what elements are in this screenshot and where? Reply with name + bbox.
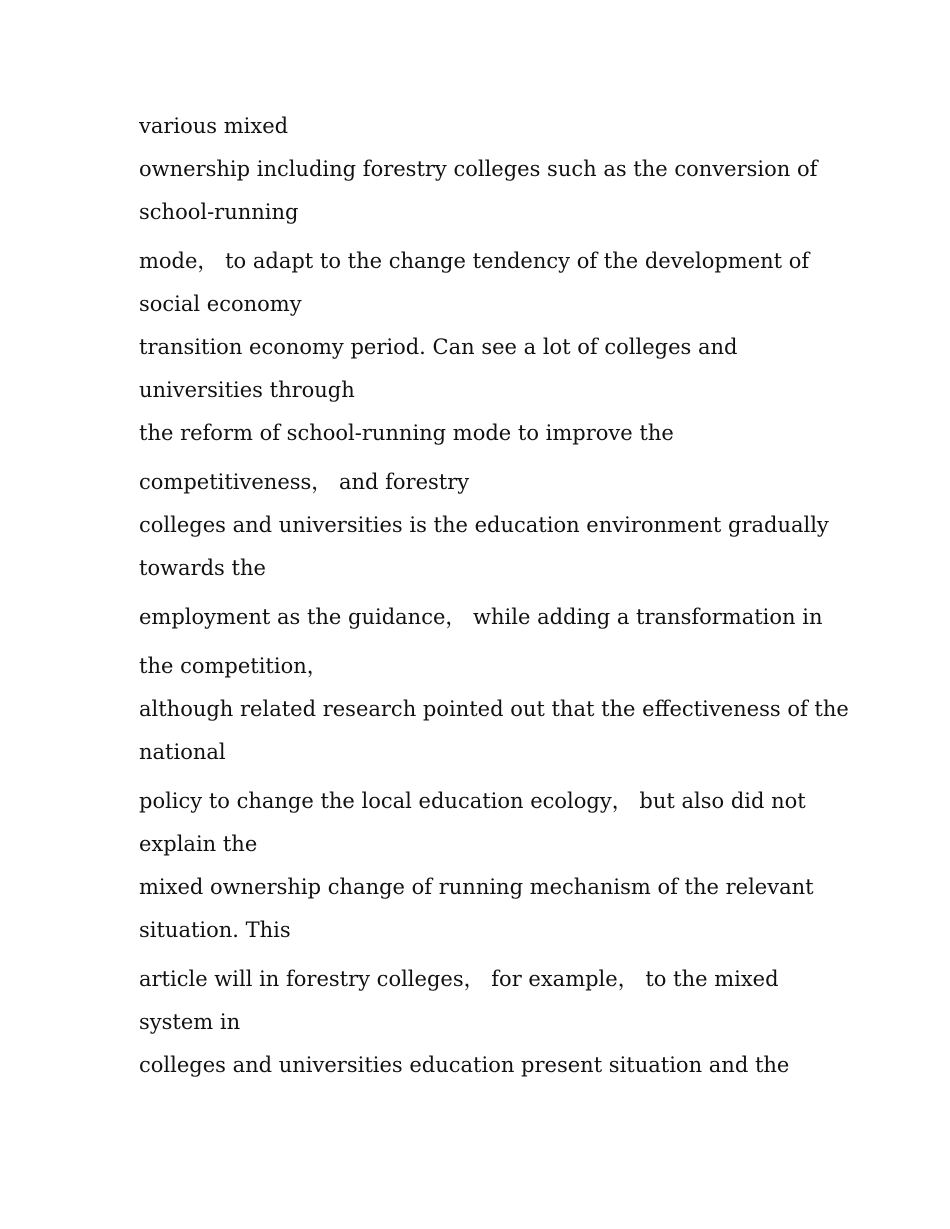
text-line: colleges and universities education present situation and the [139, 1053, 790, 1077]
text-line: social economy [139, 292, 302, 316]
text-line: towards the [139, 556, 266, 580]
text-line: policy to change the local education ecology， but also did not [139, 789, 806, 813]
text-line: the competition， [139, 654, 328, 678]
text-line: ownership including forestry colleges such as the conversion of [139, 157, 818, 181]
text-line: article will in forestry colleges， for example， to the mixed [139, 967, 779, 991]
text-line: school-running [139, 200, 299, 224]
text-line: mixed ownership change of running mechanism of the relevant [139, 875, 814, 899]
text-line: mode， to adapt to the change tendency of the development of [139, 249, 810, 273]
text-line: transition economy period. Can see a lot of colleges and [139, 335, 738, 359]
text-line: employment as the guidance， while adding a transformation in [139, 605, 823, 629]
text-line: the reform of school-running mode to improve the [139, 421, 674, 445]
body-text [139, 108, 849, 1090]
text-line: various mixed [139, 114, 289, 138]
text-line: although related research pointed out that the effectiveness of the [139, 697, 849, 721]
text-line: national [139, 740, 226, 764]
text-line: colleges and universities is the education environment gradually [139, 513, 829, 537]
text-line: universities through [139, 378, 355, 402]
text-line: explain the [139, 832, 258, 856]
text-line: situation. This [139, 918, 291, 942]
text-line: competitiveness， and forestry [139, 470, 470, 494]
text-line: system in [139, 1010, 241, 1034]
